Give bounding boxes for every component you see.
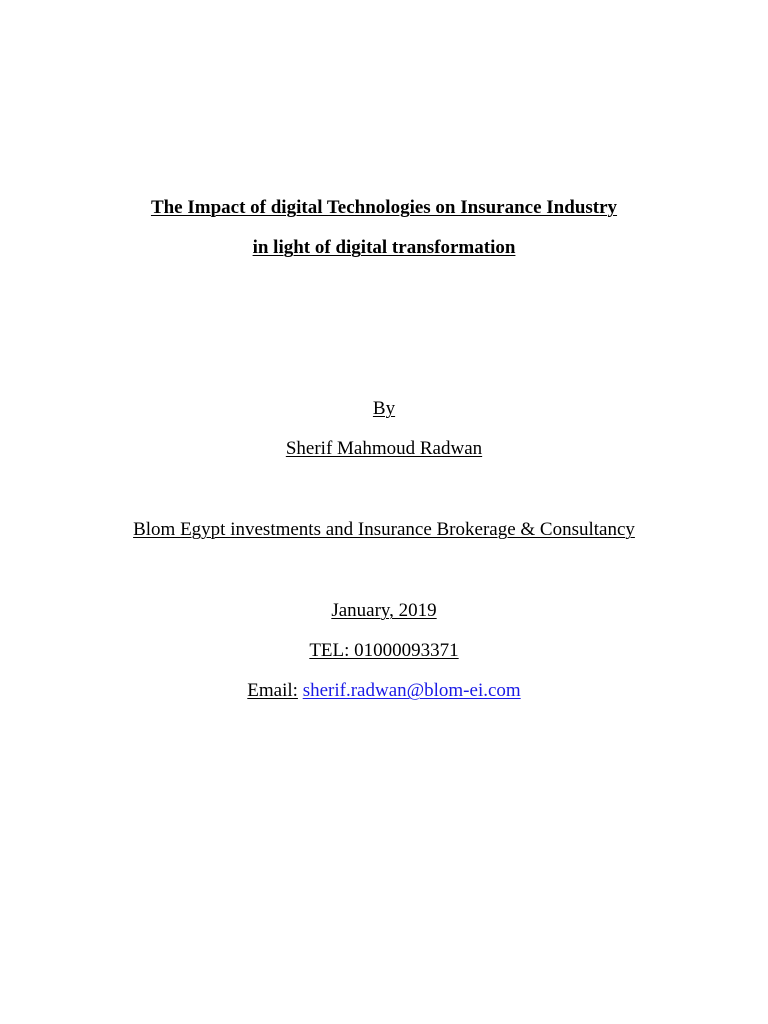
email-label: Email: [247,680,298,701]
email-line [0,681,768,700]
email-link[interactable]: sherif.radwan@blom-ei.com [302,680,521,701]
telephone [0,641,768,660]
organization-name [0,520,768,539]
by-label-text: By [372,398,396,419]
author-name [0,439,768,458]
title-line-1-text: The Impact of digital Technologies on Insurance Industry [150,197,618,218]
by-label [0,399,768,418]
telephone-text: TEL: 01000093371 [309,640,459,661]
author-name-text: Sherif Mahmoud Radwan [285,438,483,459]
organization-name-text: Blom Egypt investments and Insurance Brokerage & Consultancy [133,519,635,540]
title-line-2 [0,238,768,257]
title-line-2-text: in light of digital transformation [252,237,516,258]
document-date-text: January, 2019 [331,600,437,621]
document-date [0,601,768,620]
title-line-1 [0,198,768,217]
